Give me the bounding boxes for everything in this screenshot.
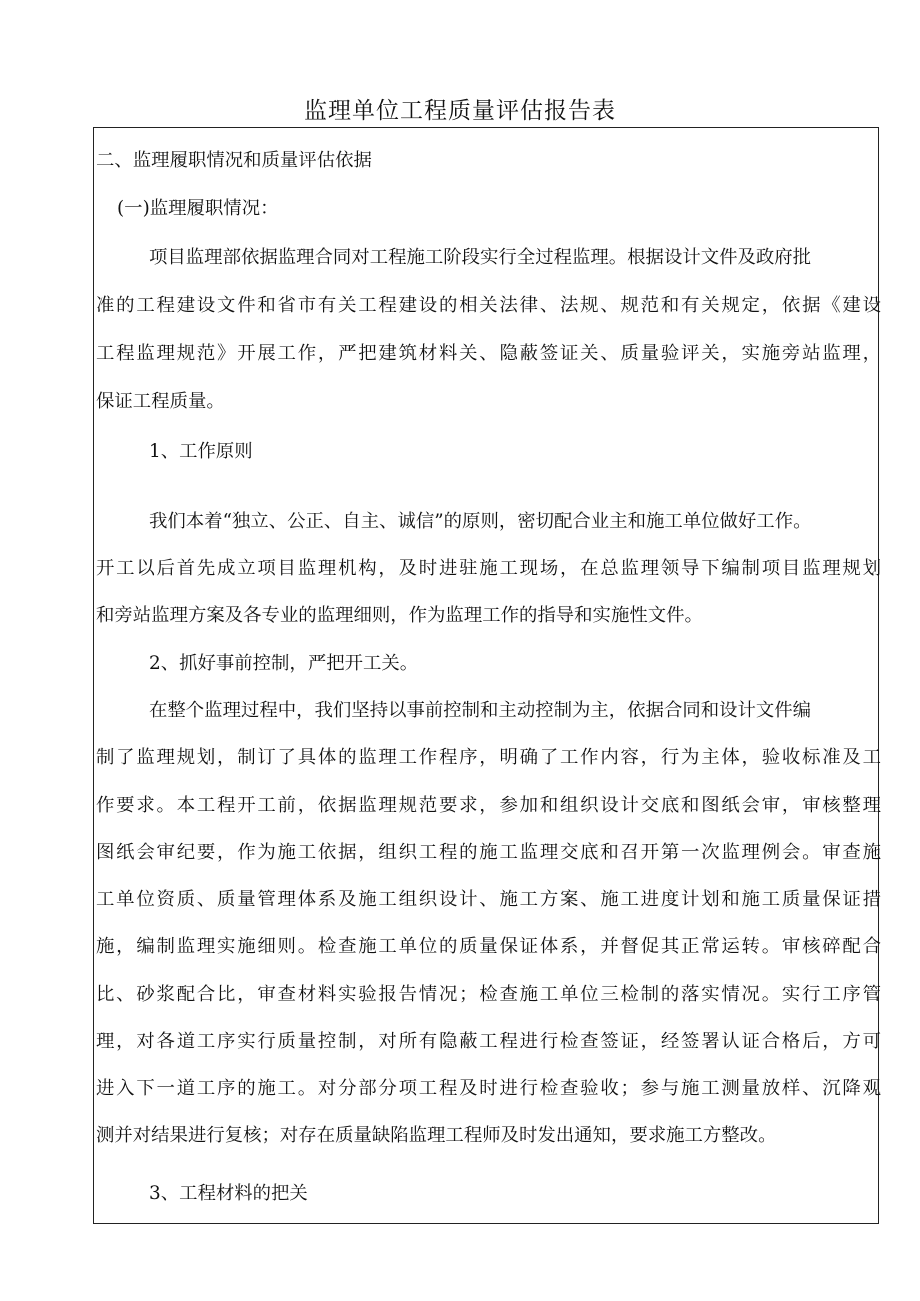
- paragraph-2-line-1: 我们本着“独立、公正、自主、诚信”的原则，密切配合业主和施工单位做好工作。: [149, 511, 812, 532]
- section-heading: 二、监理履职情况和质量评估依据: [96, 150, 372, 171]
- item-3-heading: 3、工程材料的把关: [149, 1183, 308, 1204]
- subsection-heading: (一)监理履职情况：: [117, 198, 279, 219]
- paragraph-2-line-2: 开工以后首先成立项目监理机构，及时进驻施工现场，在总监理领导下编制项目监理规划: [96, 558, 881, 579]
- paragraph-1-line-3: 工程监理规范》开展工作，严把建筑材料关、隐蔽签证关、质量验评关，实施旁站监理，: [96, 343, 881, 364]
- document-title: 监理单位工程质量评估报告表: [304, 98, 616, 124]
- paragraph-3-line-7: 比、砂浆配合比，审查材料实验报告情况；检查施工单位三检制的落实情况。实行工序管: [96, 984, 881, 1005]
- item-1-heading: 1、工作原则: [149, 441, 253, 462]
- paragraph-3-line-4: 图纸会审纪要，作为施工依据，组织工程的施工监理交底和召开第一次监理例会。审查施: [96, 842, 881, 863]
- paragraph-1-line-1: 项目监理部依据监理合同对工程施工阶段实行全过程监理。根据设计文件及政府批: [149, 247, 812, 268]
- paragraph-3-line-9: 进入下一道工序的施工。对分部分项工程及时进行检查验收；参与施工测量放样、沉降观: [96, 1078, 881, 1099]
- paragraph-1-line-4: 保证工程质量。: [96, 391, 225, 412]
- paragraph-3-line-1: 在整个监理过程中，我们坚持以事前控制和主动控制为主，依据合同和设计文件编: [149, 700, 812, 721]
- paragraph-3-line-3: 作要求。本工程开工前，依据监理规范要求，参加和组织设计交底和图纸会审，审核整理: [96, 795, 881, 816]
- item-2-heading: 2、抓好事前控制，严把开工关。: [149, 653, 419, 674]
- paragraph-3-line-5: 工单位资质、质量管理体系及施工组织设计、施工方案、施工进度计划和施工质量保证措: [96, 889, 881, 910]
- paragraph-1-line-2: 准的工程建设文件和省市有关工程建设的相关法律、法规、规范和有关规定，依据《建设: [96, 295, 881, 316]
- paragraph-3-line-10: 测并对结果进行复核；对存在质量缺陷监理工程师及时发出通知，要求施工方整改。: [96, 1125, 777, 1146]
- paragraph-3-line-2: 制了监理规划，制订了具体的监理工作程序，明确了工作内容，行为主体，验收标准及工: [96, 747, 881, 768]
- paragraph-2-line-3: 和旁站监理方案及各专业的监理细则，作为监理工作的指导和实施性文件。: [96, 605, 703, 626]
- paragraph-3-line-8: 理，对各道工序实行质量控制，对所有隐蔽工程进行检查签证，经签署认证合格后，方可: [96, 1031, 881, 1052]
- paragraph-3-line-6: 施，编制监理实施细则。检查施工单位的质量保证体系，并督促其正常运转。审核碎配合: [96, 936, 881, 957]
